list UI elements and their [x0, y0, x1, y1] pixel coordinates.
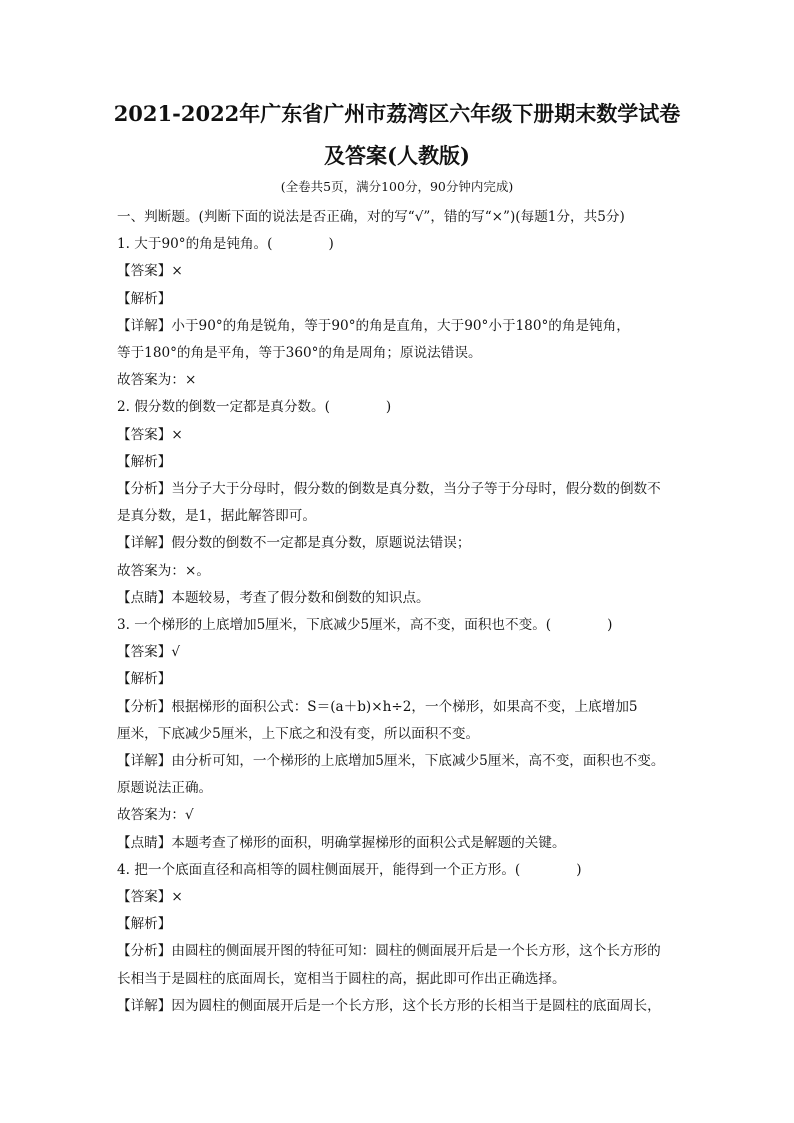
detail-3-line-1: 【详解】由分析可知，一个梯形的上底增加5厘米，下底减少5厘米，高不变，面积也不变。 — [117, 753, 665, 770]
analysis-label-1: 【解析】 — [117, 290, 172, 307]
answer-2: 【答案】× — [117, 426, 183, 443]
question-4-text: 4. 把一个底面直径和高相等的圆柱侧面展开，能得到一个正方形。( — [117, 861, 521, 878]
detail-1-line-2: 等于180°的角是平角，等于360°的角是周角；原说法错误。 — [117, 345, 482, 362]
analysis-4-line-2: 长相当于是圆柱的底面周长，宽相当于圆柱的高，据此即可作出正确选择。 — [117, 970, 566, 987]
answer-1: 【答案】× — [117, 263, 183, 280]
question-3-text: 3. 一个梯形的上底增加5厘米，下底减少5厘米，高不变，面积也不变。( — [117, 617, 552, 634]
analysis-4-line-1: 【分析】由圆柱的侧面展开图的特征可知：圆柱的侧面展开后是一个长方形，这个长方形的 — [117, 943, 661, 960]
conclusion-1: 故答案为：× — [117, 372, 197, 389]
question-2-close: ) — [385, 399, 392, 416]
comment-2: 【点睛】本题较易，考查了假分数和倒数的知识点。 — [117, 589, 430, 606]
detail-3-line-2: 原题说法正确。 — [117, 780, 213, 797]
analysis-2-line-1: 【分析】当分子大于分母时，假分数的倒数是真分数，当分子等于分母时，假分数的倒数不 — [117, 481, 661, 498]
detail-1-line-1: 【详解】小于90°的角是锐角，等于90°的角是直角，大于90°小于180°的角是钝角， — [117, 317, 630, 334]
analysis-3-line-2: 厘米，下底减少5厘米，上下底之和没有变，所以面积不变。 — [117, 725, 480, 742]
analysis-2-line-2: 是真分数，是1，据此解答即可。 — [117, 508, 316, 525]
conclusion-2: 故答案为：×。 — [117, 562, 210, 579]
question-2 — [117, 394, 679, 421]
analysis-label-4: 【解析】 — [117, 916, 172, 933]
analysis-label-2: 【解析】 — [117, 453, 172, 470]
question-1-close: ) — [328, 236, 334, 253]
conclusion-3: 故答案为：√ — [117, 807, 194, 824]
question-3 — [117, 612, 679, 639]
exam-info: (全卷共5页，满分100分，90分钟内完成) — [280, 179, 514, 194]
document-body — [117, 204, 679, 1020]
analysis-label-3: 【解析】 — [117, 671, 172, 688]
page-title-line-1: 2021-2022年广东省广州市荔湾区六年级下册期末数学试卷 — [113, 101, 681, 126]
question-1 — [117, 231, 679, 258]
question-4 — [117, 857, 679, 884]
question-4-close: ) — [576, 861, 582, 878]
question-1-text: 1. 大于90°的角是钝角。( — [117, 236, 273, 253]
answer-4: 【答案】× — [117, 889, 183, 906]
answer-3: 【答案】√ — [117, 644, 181, 661]
comment-3: 【点睛】本题考查了梯形的面积，明确掌握梯形的面积公式是解题的关键。 — [117, 834, 566, 851]
page-title-line-2: 及答案(人教版) — [324, 143, 470, 168]
section-heading: 一、判断题。(判断下面的说法是否正确，对的写“√”，错的写“×”)(每题1分，共5分) — [117, 209, 625, 225]
question-3-close: ) — [607, 617, 613, 634]
detail-4-line-1: 【详解】因为圆柱的侧面展开后是一个长方形，这个长方形的长相当于是圆柱的底面周长， — [117, 997, 661, 1014]
analysis-3-line-1: 【分析】根据梯形的面积公式：S＝(a＋b)×h÷2，一个梯形，如果高不变，上底增加5 — [117, 698, 638, 715]
detail-2: 【详解】假分数的倒数不一定都是真分数，原题说法错误； — [117, 535, 471, 552]
question-2-text: 2. 假分数的倒数一定都是真分数。( — [117, 399, 330, 416]
